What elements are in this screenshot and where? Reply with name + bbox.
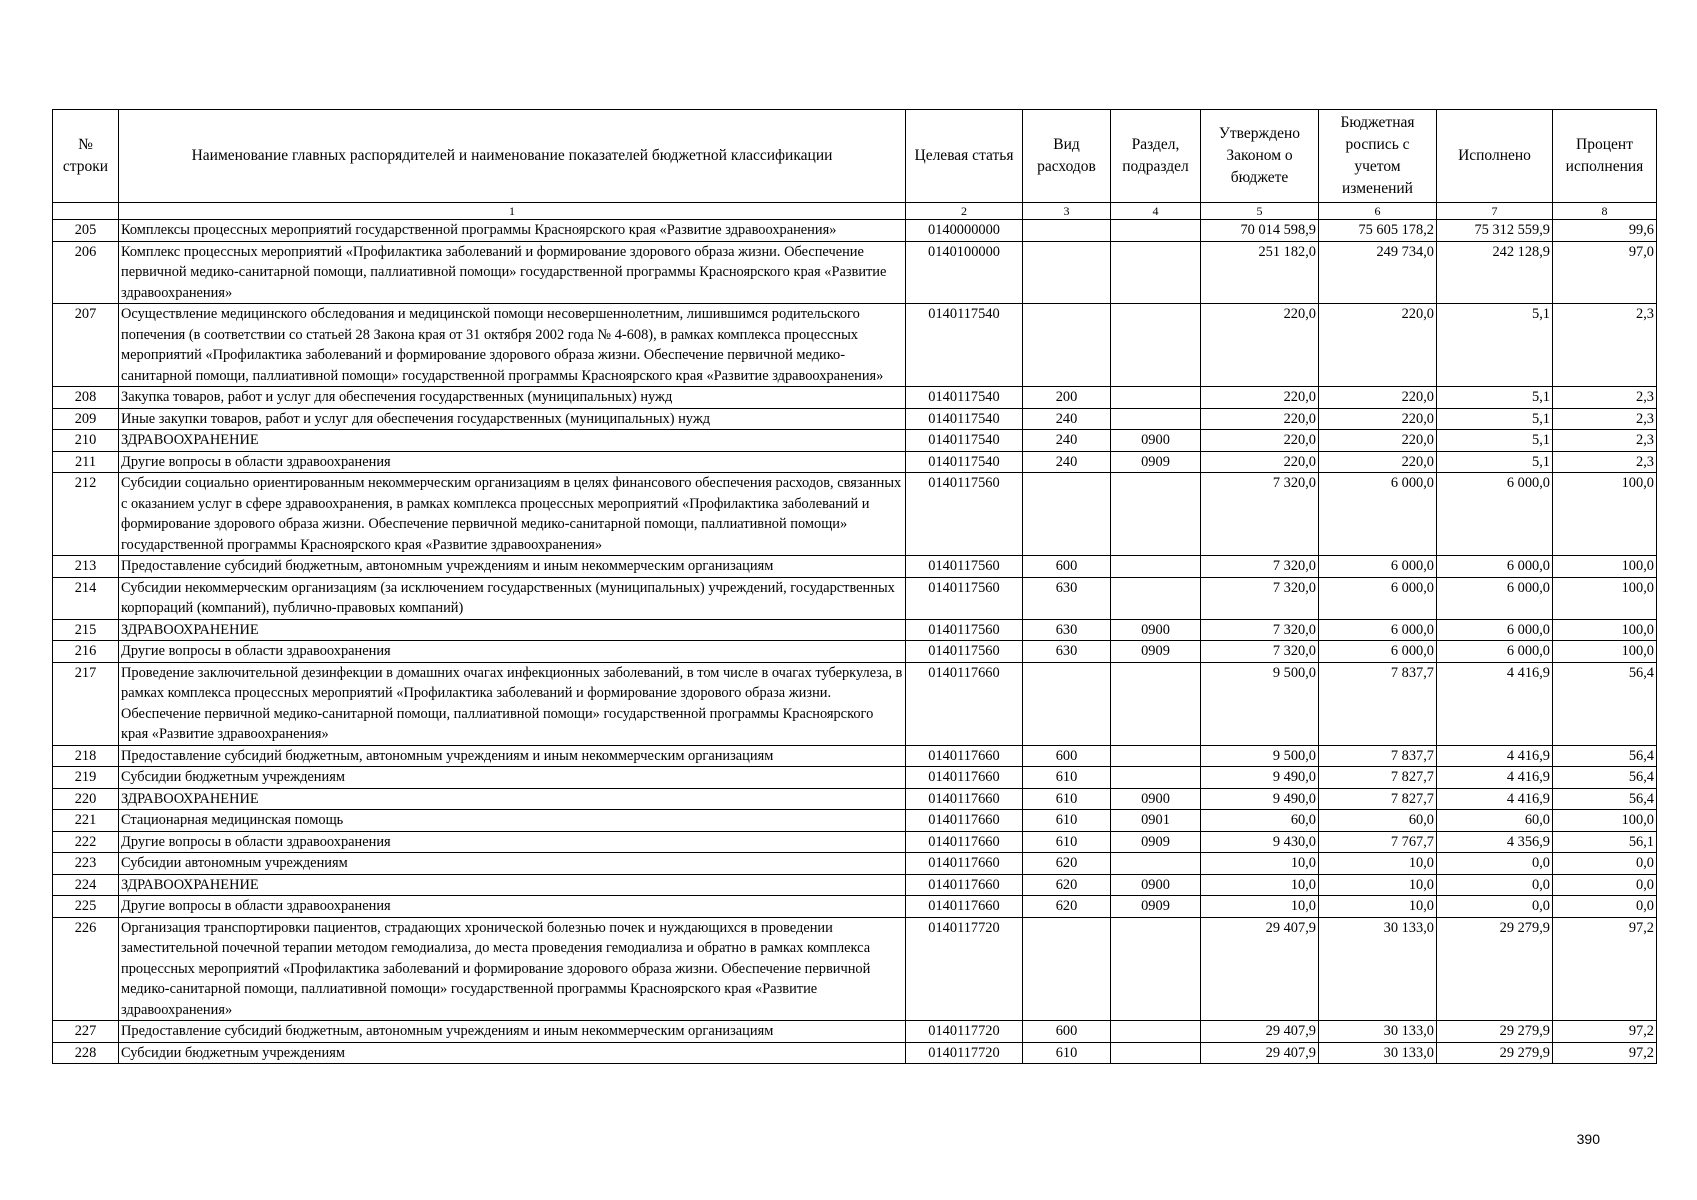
- target-article-cell: 0140117560: [906, 473, 1023, 556]
- target-article-cell: 0140117660: [906, 788, 1023, 810]
- row-name-cell: Субсидии бюджетным учреждениям: [119, 767, 906, 789]
- schedule-amount-cell: 10,0: [1319, 874, 1437, 896]
- executed-amount-cell: 0,0: [1437, 853, 1553, 875]
- column-number: 1: [119, 203, 906, 220]
- section-cell: 0900: [1111, 874, 1201, 896]
- executed-amount-cell: 0,0: [1437, 874, 1553, 896]
- schedule-amount-cell: 220,0: [1319, 408, 1437, 430]
- section-cell: [1111, 767, 1201, 789]
- percent-cell: 0,0: [1553, 874, 1657, 896]
- table-row: [53, 745, 1657, 767]
- executed-amount-cell: 5,1: [1437, 304, 1553, 387]
- row-name-cell: ЗДРАВООХРАНЕНИЕ: [119, 788, 906, 810]
- target-article-cell: 0140117660: [906, 874, 1023, 896]
- percent-cell: 99,6: [1553, 220, 1657, 242]
- approved-amount-cell: 7 320,0: [1201, 473, 1319, 556]
- executed-amount-cell: 6 000,0: [1437, 473, 1553, 556]
- expense-type-cell: 240: [1023, 408, 1111, 430]
- section-cell: 0909: [1111, 896, 1201, 918]
- executed-amount-cell: 6 000,0: [1437, 641, 1553, 663]
- table-row: [53, 767, 1657, 789]
- table-row: [53, 304, 1657, 387]
- schedule-amount-cell: 30 133,0: [1319, 1021, 1437, 1043]
- section-cell: 0900: [1111, 430, 1201, 452]
- expense-type-cell: 240: [1023, 430, 1111, 452]
- schedule-amount-cell: 75 605 178,2: [1319, 220, 1437, 242]
- expense-type-cell: 610: [1023, 831, 1111, 853]
- header-section: Раздел, подраздел: [1111, 110, 1201, 203]
- expense-type-cell: [1023, 241, 1111, 304]
- page-number: 390: [1576, 1131, 1600, 1147]
- section-cell: [1111, 1021, 1201, 1043]
- section-cell: 0909: [1111, 451, 1201, 473]
- table-row: [53, 241, 1657, 304]
- percent-cell: 97,0: [1553, 241, 1657, 304]
- table-row: [53, 1042, 1657, 1064]
- row-number-cell: 209: [53, 408, 119, 430]
- expense-type-cell: [1023, 917, 1111, 1021]
- expense-type-cell: [1023, 220, 1111, 242]
- row-name-cell: Иные закупки товаров, работ и услуг для обеспечения государственных (муниципальных) нужд: [119, 408, 906, 430]
- schedule-amount-cell: 30 133,0: [1319, 917, 1437, 1021]
- table-row: [53, 220, 1657, 242]
- expense-type-cell: 610: [1023, 767, 1111, 789]
- percent-cell: 56,4: [1553, 788, 1657, 810]
- table-row: [53, 577, 1657, 619]
- expense-type-cell: 600: [1023, 1021, 1111, 1043]
- approved-amount-cell: 220,0: [1201, 408, 1319, 430]
- column-numbers-row: [53, 203, 1657, 220]
- percent-cell: 0,0: [1553, 896, 1657, 918]
- row-number-cell: 207: [53, 304, 119, 387]
- percent-cell: 100,0: [1553, 810, 1657, 832]
- row-number-cell: 221: [53, 810, 119, 832]
- approved-amount-cell: 60,0: [1201, 810, 1319, 832]
- table-row: [53, 408, 1657, 430]
- target-article-cell: 0140117660: [906, 896, 1023, 918]
- table-row: [53, 556, 1657, 578]
- row-name-cell: Другие вопросы в области здравоохранения: [119, 831, 906, 853]
- schedule-amount-cell: 30 133,0: [1319, 1042, 1437, 1064]
- executed-amount-cell: 60,0: [1437, 810, 1553, 832]
- budget-execution-table: [52, 109, 1657, 1064]
- row-number-cell: 218: [53, 745, 119, 767]
- table-row: [53, 387, 1657, 409]
- row-name-cell: Проведение заключительной дезинфекции в домашних очагах инфекционных заболеваний, в том числе в очагах туберкулеза, в рамках комплекса процессных мероприятий «Профилактика заболеваний и формирование здорового образа жизни. Обеспечение первичной медико-санитарной помощи, паллиативной помощи» государственной программы Красноярского края «Развитие здравоохранения»: [119, 662, 906, 745]
- target-article-cell: 0140000000: [906, 220, 1023, 242]
- percent-cell: 100,0: [1553, 641, 1657, 663]
- column-number: 6: [1319, 203, 1437, 220]
- row-number-cell: 206: [53, 241, 119, 304]
- header-expense-type: Вид расходов: [1023, 110, 1111, 203]
- schedule-amount-cell: 220,0: [1319, 430, 1437, 452]
- column-number: 7: [1437, 203, 1553, 220]
- row-number-cell: 217: [53, 662, 119, 745]
- schedule-amount-cell: 7 837,7: [1319, 745, 1437, 767]
- approved-amount-cell: 10,0: [1201, 896, 1319, 918]
- section-cell: 0909: [1111, 641, 1201, 663]
- header-name: Наименование главных распорядителей и наименование показателей бюджетной классификации: [119, 110, 906, 203]
- section-cell: [1111, 1042, 1201, 1064]
- table-row: [53, 451, 1657, 473]
- expense-type-cell: 610: [1023, 788, 1111, 810]
- approved-amount-cell: 220,0: [1201, 451, 1319, 473]
- executed-amount-cell: 29 279,9: [1437, 917, 1553, 1021]
- executed-amount-cell: 5,1: [1437, 451, 1553, 473]
- approved-amount-cell: 220,0: [1201, 430, 1319, 452]
- target-article-cell: 0140117660: [906, 745, 1023, 767]
- table-row: [53, 831, 1657, 853]
- expense-type-cell: [1023, 304, 1111, 387]
- expense-type-cell: 630: [1023, 577, 1111, 619]
- executed-amount-cell: 29 279,9: [1437, 1021, 1553, 1043]
- executed-amount-cell: 5,1: [1437, 408, 1553, 430]
- percent-cell: 56,4: [1553, 767, 1657, 789]
- column-number: 3: [1023, 203, 1111, 220]
- approved-amount-cell: 29 407,9: [1201, 1021, 1319, 1043]
- approved-amount-cell: 29 407,9: [1201, 1042, 1319, 1064]
- percent-cell: 0,0: [1553, 853, 1657, 875]
- row-number-cell: 226: [53, 917, 119, 1021]
- row-number-cell: 216: [53, 641, 119, 663]
- executed-amount-cell: 4 416,9: [1437, 745, 1553, 767]
- row-name-cell: Субсидии автономным учреждениям: [119, 853, 906, 875]
- percent-cell: 100,0: [1553, 577, 1657, 619]
- target-article-cell: 0140117560: [906, 577, 1023, 619]
- target-article-cell: 0140117660: [906, 831, 1023, 853]
- schedule-amount-cell: 220,0: [1319, 304, 1437, 387]
- approved-amount-cell: 220,0: [1201, 387, 1319, 409]
- table-row: [53, 788, 1657, 810]
- table-row: [53, 1021, 1657, 1043]
- executed-amount-cell: 75 312 559,9: [1437, 220, 1553, 242]
- section-cell: [1111, 387, 1201, 409]
- row-number-cell: 222: [53, 831, 119, 853]
- schedule-amount-cell: 7 837,7: [1319, 662, 1437, 745]
- percent-cell: 2,3: [1553, 408, 1657, 430]
- approved-amount-cell: 10,0: [1201, 874, 1319, 896]
- executed-amount-cell: 4 416,9: [1437, 662, 1553, 745]
- row-name-cell: Другие вопросы в области здравоохранения: [119, 641, 906, 663]
- row-name-cell: Комплекс процессных мероприятий «Профилактика заболеваний и формирование здорового образа жизни. Обеспечение первичной медико-санитарной помощи, паллиативной помощи» государственной программы Красноярского края «Развитие здравоохранения»: [119, 241, 906, 304]
- table-row: [53, 473, 1657, 556]
- executed-amount-cell: 0,0: [1437, 896, 1553, 918]
- target-article-cell: 0140100000: [906, 241, 1023, 304]
- row-name-cell: Субсидии социально ориентированным некоммерческим организациям в целях финансового обеспечения расходов, связанных с оказанием услуг в сфере здравоохранения, в рамках комплекса процессных мероприятий «Профилактика заболеваний и формирование здорового образа жизни. Обеспечение первичной медико-санитарной помощи, паллиативной помощи» государственной программы Красноярского края «Развитие здравоохранения»: [119, 473, 906, 556]
- target-article-cell: 0140117540: [906, 408, 1023, 430]
- expense-type-cell: 240: [1023, 451, 1111, 473]
- approved-amount-cell: 9 500,0: [1201, 745, 1319, 767]
- row-number-cell: 220: [53, 788, 119, 810]
- approved-amount-cell: 29 407,9: [1201, 917, 1319, 1021]
- percent-cell: 100,0: [1553, 473, 1657, 556]
- target-article-cell: 0140117560: [906, 556, 1023, 578]
- row-name-cell: Субсидии бюджетным учреждениям: [119, 1042, 906, 1064]
- target-article-cell: 0140117720: [906, 1042, 1023, 1064]
- schedule-amount-cell: 249 734,0: [1319, 241, 1437, 304]
- row-name-cell: ЗДРАВООХРАНЕНИЕ: [119, 874, 906, 896]
- header-executed: Исполнено: [1437, 110, 1553, 203]
- percent-cell: 100,0: [1553, 556, 1657, 578]
- table-row: [53, 810, 1657, 832]
- schedule-amount-cell: 7 827,7: [1319, 788, 1437, 810]
- row-number-cell: 225: [53, 896, 119, 918]
- row-name-cell: Закупка товаров, работ и услуг для обеспечения государственных (муниципальных) нужд: [119, 387, 906, 409]
- schedule-amount-cell: 7 827,7: [1319, 767, 1437, 789]
- section-cell: 0909: [1111, 831, 1201, 853]
- table-row: [53, 896, 1657, 918]
- row-name-cell: Предоставление субсидий бюджетным, автономным учреждениям и иным некоммерческим организациям: [119, 745, 906, 767]
- header-budget-schedule: Бюджетная роспись с учетом изменений: [1319, 110, 1437, 203]
- expense-type-cell: 610: [1023, 810, 1111, 832]
- table-row: [53, 853, 1657, 875]
- percent-cell: 100,0: [1553, 619, 1657, 641]
- schedule-amount-cell: 6 000,0: [1319, 641, 1437, 663]
- section-cell: [1111, 408, 1201, 430]
- section-cell: [1111, 745, 1201, 767]
- row-name-cell: Стационарная медицинская помощь: [119, 810, 906, 832]
- table-row: [53, 874, 1657, 896]
- row-name-cell: Другие вопросы в области здравоохранения: [119, 451, 906, 473]
- column-number: 8: [1553, 203, 1657, 220]
- table-row: [53, 641, 1657, 663]
- expense-type-cell: 620: [1023, 874, 1111, 896]
- executed-amount-cell: 6 000,0: [1437, 577, 1553, 619]
- target-article-cell: 0140117660: [906, 853, 1023, 875]
- approved-amount-cell: 7 320,0: [1201, 556, 1319, 578]
- column-number-blank: [53, 203, 119, 220]
- percent-cell: 2,3: [1553, 387, 1657, 409]
- table-body: [53, 220, 1657, 1064]
- approved-amount-cell: 9 490,0: [1201, 767, 1319, 789]
- row-name-cell: Организация транспортировки пациентов, страдающих хронической болезнью почек и нуждающихся в проведении заместительной почечной терапии методом гемодиализа, до места проведения гемодиализа и обратно в рамках комплекса процессных мероприятий «Профилактика заболеваний и формирование здорового образа жизни. Обеспечение первичной медико-санитарной помощи, паллиативной помощи» государственной программы Красноярского края «Развитие здравоохранения»: [119, 917, 906, 1021]
- expense-type-cell: 630: [1023, 641, 1111, 663]
- table-row: [53, 430, 1657, 452]
- approved-amount-cell: 7 320,0: [1201, 619, 1319, 641]
- percent-cell: 97,2: [1553, 1021, 1657, 1043]
- schedule-amount-cell: 10,0: [1319, 896, 1437, 918]
- expense-type-cell: 630: [1023, 619, 1111, 641]
- target-article-cell: 0140117560: [906, 619, 1023, 641]
- approved-amount-cell: 251 182,0: [1201, 241, 1319, 304]
- column-number: 4: [1111, 203, 1201, 220]
- row-number-cell: 219: [53, 767, 119, 789]
- target-article-cell: 0140117540: [906, 387, 1023, 409]
- section-cell: 0901: [1111, 810, 1201, 832]
- percent-cell: 97,2: [1553, 917, 1657, 1021]
- section-cell: [1111, 556, 1201, 578]
- executed-amount-cell: 29 279,9: [1437, 1042, 1553, 1064]
- approved-amount-cell: 220,0: [1201, 304, 1319, 387]
- approved-amount-cell: 7 320,0: [1201, 577, 1319, 619]
- percent-cell: 2,3: [1553, 304, 1657, 387]
- schedule-amount-cell: 7 767,7: [1319, 831, 1437, 853]
- header-percent: Процент исполнения: [1553, 110, 1657, 203]
- row-number-cell: 210: [53, 430, 119, 452]
- table-row: [53, 662, 1657, 745]
- executed-amount-cell: 4 416,9: [1437, 767, 1553, 789]
- row-number-cell: 215: [53, 619, 119, 641]
- percent-cell: 2,3: [1553, 451, 1657, 473]
- executed-amount-cell: 242 128,9: [1437, 241, 1553, 304]
- executed-amount-cell: 4 416,9: [1437, 788, 1553, 810]
- section-cell: 0900: [1111, 788, 1201, 810]
- header-row-no: № строки: [53, 110, 119, 203]
- section-cell: [1111, 220, 1201, 242]
- header-target-article: Целевая статья: [906, 110, 1023, 203]
- percent-cell: 2,3: [1553, 430, 1657, 452]
- row-name-cell: ЗДРАВООХРАНЕНИЕ: [119, 619, 906, 641]
- expense-type-cell: [1023, 662, 1111, 745]
- expense-type-cell: 200: [1023, 387, 1111, 409]
- executed-amount-cell: 5,1: [1437, 387, 1553, 409]
- row-name-cell: Осуществление медицинского обследования и медицинской помощи несовершеннолетним, лишившимся родительского попечения (в соответствии со статьей 28 Закона края от 31 октября 2002 года № 4-608), в рамках комплекса процессных мероприятий «Профилактика заболеваний и формирование здорового образа жизни. Обеспечение первичной медико-санитарной помощи, паллиативной помощи» государственной программы Красноярского края «Развитие здравоохранения»: [119, 304, 906, 387]
- target-article-cell: 0140117540: [906, 451, 1023, 473]
- target-article-cell: 0140117560: [906, 641, 1023, 663]
- row-number-cell: 205: [53, 220, 119, 242]
- section-cell: [1111, 241, 1201, 304]
- row-number-cell: 227: [53, 1021, 119, 1043]
- schedule-amount-cell: 10,0: [1319, 853, 1437, 875]
- row-number-cell: 211: [53, 451, 119, 473]
- executed-amount-cell: 4 356,9: [1437, 831, 1553, 853]
- row-name-cell: Другие вопросы в области здравоохранения: [119, 896, 906, 918]
- expense-type-cell: [1023, 473, 1111, 556]
- target-article-cell: 0140117720: [906, 917, 1023, 1021]
- column-number: 2: [906, 203, 1023, 220]
- row-number-cell: 214: [53, 577, 119, 619]
- row-name-cell: Субсидии некоммерческим организациям (за исключением государственных (муниципальных) учреждений, государственных корпораций (компаний), публично-правовых компаний): [119, 577, 906, 619]
- expense-type-cell: 600: [1023, 745, 1111, 767]
- target-article-cell: 0140117720: [906, 1021, 1023, 1043]
- table-row: [53, 917, 1657, 1021]
- schedule-amount-cell: 220,0: [1319, 387, 1437, 409]
- section-cell: [1111, 917, 1201, 1021]
- expense-type-cell: 620: [1023, 853, 1111, 875]
- target-article-cell: 0140117660: [906, 767, 1023, 789]
- section-cell: 0900: [1111, 619, 1201, 641]
- row-number-cell: 208: [53, 387, 119, 409]
- row-number-cell: 228: [53, 1042, 119, 1064]
- row-number-cell: 224: [53, 874, 119, 896]
- column-number: 5: [1201, 203, 1319, 220]
- row-name-cell: Предоставление субсидий бюджетным, автономным учреждениям и иным некоммерческим организациям: [119, 556, 906, 578]
- target-article-cell: 0140117660: [906, 662, 1023, 745]
- schedule-amount-cell: 6 000,0: [1319, 556, 1437, 578]
- approved-amount-cell: 7 320,0: [1201, 641, 1319, 663]
- executed-amount-cell: 5,1: [1437, 430, 1553, 452]
- schedule-amount-cell: 6 000,0: [1319, 619, 1437, 641]
- percent-cell: 56,4: [1553, 745, 1657, 767]
- section-cell: [1111, 577, 1201, 619]
- expense-type-cell: 600: [1023, 556, 1111, 578]
- schedule-amount-cell: 6 000,0: [1319, 577, 1437, 619]
- target-article-cell: 0140117540: [906, 304, 1023, 387]
- target-article-cell: 0140117540: [906, 430, 1023, 452]
- approved-amount-cell: 9 500,0: [1201, 662, 1319, 745]
- section-cell: [1111, 853, 1201, 875]
- percent-cell: 56,4: [1553, 662, 1657, 745]
- section-cell: [1111, 304, 1201, 387]
- table-row: [53, 619, 1657, 641]
- section-cell: [1111, 473, 1201, 556]
- expense-type-cell: 620: [1023, 896, 1111, 918]
- executed-amount-cell: 6 000,0: [1437, 619, 1553, 641]
- section-cell: [1111, 662, 1201, 745]
- schedule-amount-cell: 6 000,0: [1319, 473, 1437, 556]
- approved-amount-cell: 9 430,0: [1201, 831, 1319, 853]
- header-row: [53, 110, 1657, 203]
- approved-amount-cell: 9 490,0: [1201, 788, 1319, 810]
- row-number-cell: 212: [53, 473, 119, 556]
- executed-amount-cell: 6 000,0: [1437, 556, 1553, 578]
- approved-amount-cell: 10,0: [1201, 853, 1319, 875]
- row-name-cell: Предоставление субсидий бюджетным, автономным учреждениям и иным некоммерческим организациям: [119, 1021, 906, 1043]
- header-approved: Утверждено Законом о бюджете: [1201, 110, 1319, 203]
- row-name-cell: Комплексы процессных мероприятий государственной программы Красноярского края «Развитие здравоохранения»: [119, 220, 906, 242]
- target-article-cell: 0140117660: [906, 810, 1023, 832]
- row-name-cell: ЗДРАВООХРАНЕНИЕ: [119, 430, 906, 452]
- expense-type-cell: 610: [1023, 1042, 1111, 1064]
- row-number-cell: 213: [53, 556, 119, 578]
- approved-amount-cell: 70 014 598,9: [1201, 220, 1319, 242]
- schedule-amount-cell: 220,0: [1319, 451, 1437, 473]
- schedule-amount-cell: 60,0: [1319, 810, 1437, 832]
- percent-cell: 97,2: [1553, 1042, 1657, 1064]
- row-number-cell: 223: [53, 853, 119, 875]
- percent-cell: 56,1: [1553, 831, 1657, 853]
